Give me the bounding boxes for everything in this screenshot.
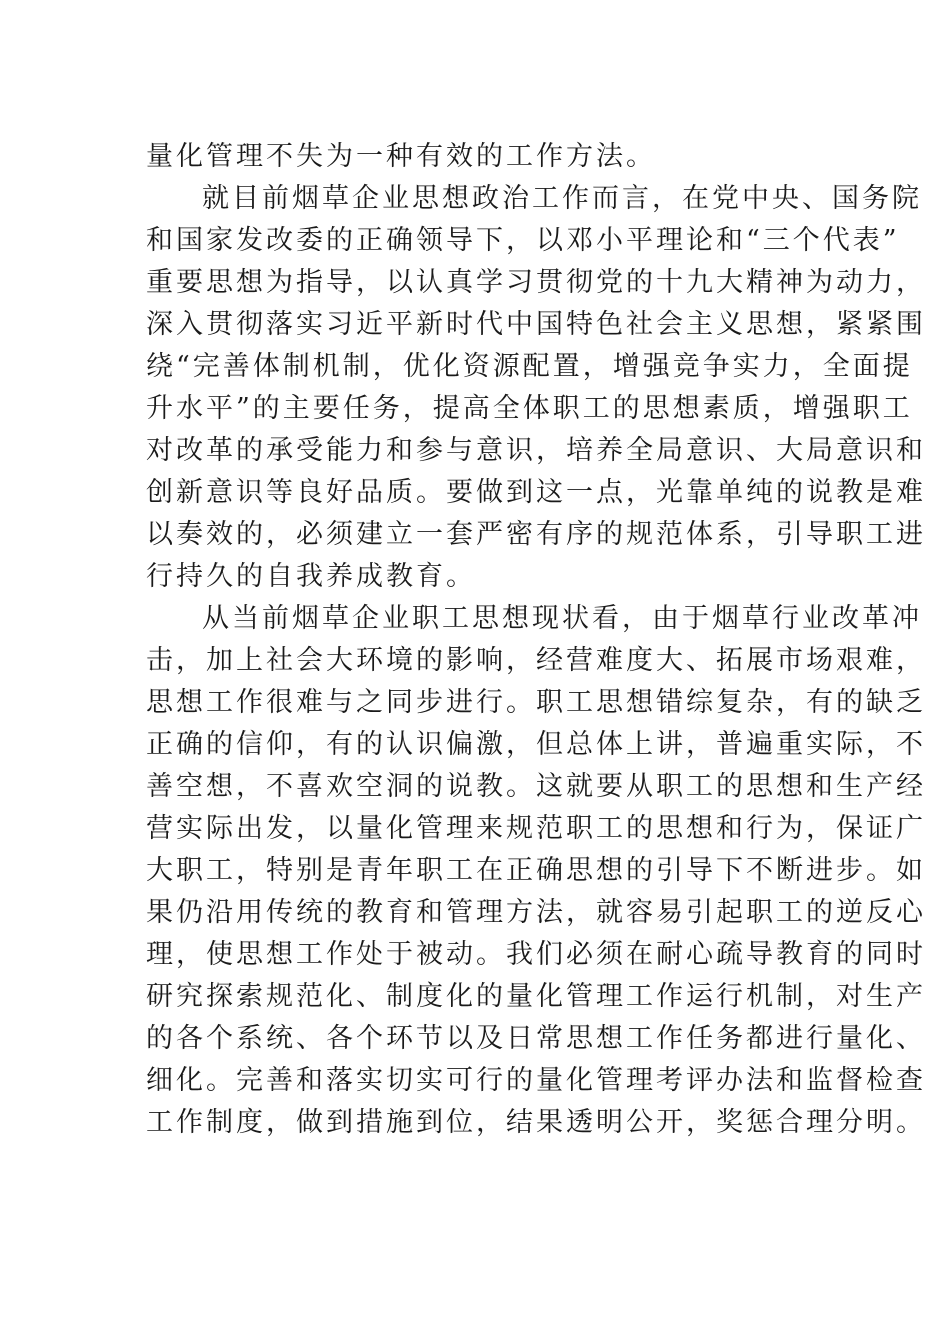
- text-line: 行持久的自我养成教育。: [146, 561, 476, 592]
- text-line: 思想工作很难与之同步进行。职工思想错综复杂，有的缺乏: [146, 687, 926, 718]
- text-line: 正确的信仰，有的认识偏激，但总体上讲，普遍重实际，不: [146, 729, 926, 760]
- text-line: 深入贯彻落实习近平新时代中国特色社会主义思想，紧紧围: [146, 309, 926, 340]
- paragraph-1: [146, 136, 816, 178]
- text-line: 从当前烟草企业职工思想现状看，由于烟草行业改革冲: [202, 603, 922, 634]
- text-line: 营实际出发，以量化管理来规范职工的思想和行为，保证广: [146, 813, 926, 844]
- text-line: 善空想，不喜欢空洞的说教。这就要从职工的思想和生产经: [146, 771, 926, 802]
- text-line: 以奏效的，必须建立一套严密有序的规范体系，引导职工进: [146, 519, 926, 550]
- text-line: 击，加上社会大环境的影响，经营难度大、拓展市场艰难，: [146, 645, 926, 676]
- text-line: 升水平”的主要任务，提高全体职工的思想素质，增强职工: [146, 393, 913, 424]
- paragraph-2: [146, 178, 926, 598]
- text-line: 绕“完善体制机制，优化资源配置，增强竞争实力，全面提: [146, 351, 913, 382]
- text-line: 就目前烟草企业思想政治工作而言，在党中央、国务院: [202, 183, 922, 214]
- text-line: 量化管理不失为一种有效的工作方法。: [146, 141, 656, 172]
- text-line: 和国家发改委的正确领导下，以邓小平理论和“三个代表”: [146, 225, 900, 256]
- paragraph-3: [146, 598, 926, 1144]
- text-line: 理，使思想工作处于被动。我们必须在耐心疏导教育的同时: [146, 939, 926, 970]
- document-body: [146, 136, 926, 1144]
- text-line: 创新意识等良好品质。要做到这一点，光靠单纯的说教是难: [146, 477, 926, 508]
- text-line: 的各个系统、各个环节以及日常思想工作任务都进行量化、: [146, 1023, 926, 1054]
- text-line: 对改革的承受能力和参与意识，培养全局意识、大局意识和: [146, 435, 926, 466]
- text-line: 果仍沿用传统的教育和管理方法，就容易引起职工的逆反心: [146, 897, 926, 928]
- text-line: 重要思想为指导，以认真学习贯彻党的十九大精神为动力，: [146, 267, 926, 298]
- text-line: 大职工，特别是青年职工在正确思想的引导下不断进步。如: [146, 855, 926, 886]
- text-line: 细化。完善和落实切实可行的量化管理考评办法和监督检查: [146, 1065, 926, 1096]
- text-line: 研究探索规范化、制度化的量化管理工作运行机制，对生产: [146, 981, 926, 1012]
- text-line: 工作制度，做到措施到位，结果透明公开，奖惩合理分明。: [146, 1107, 926, 1138]
